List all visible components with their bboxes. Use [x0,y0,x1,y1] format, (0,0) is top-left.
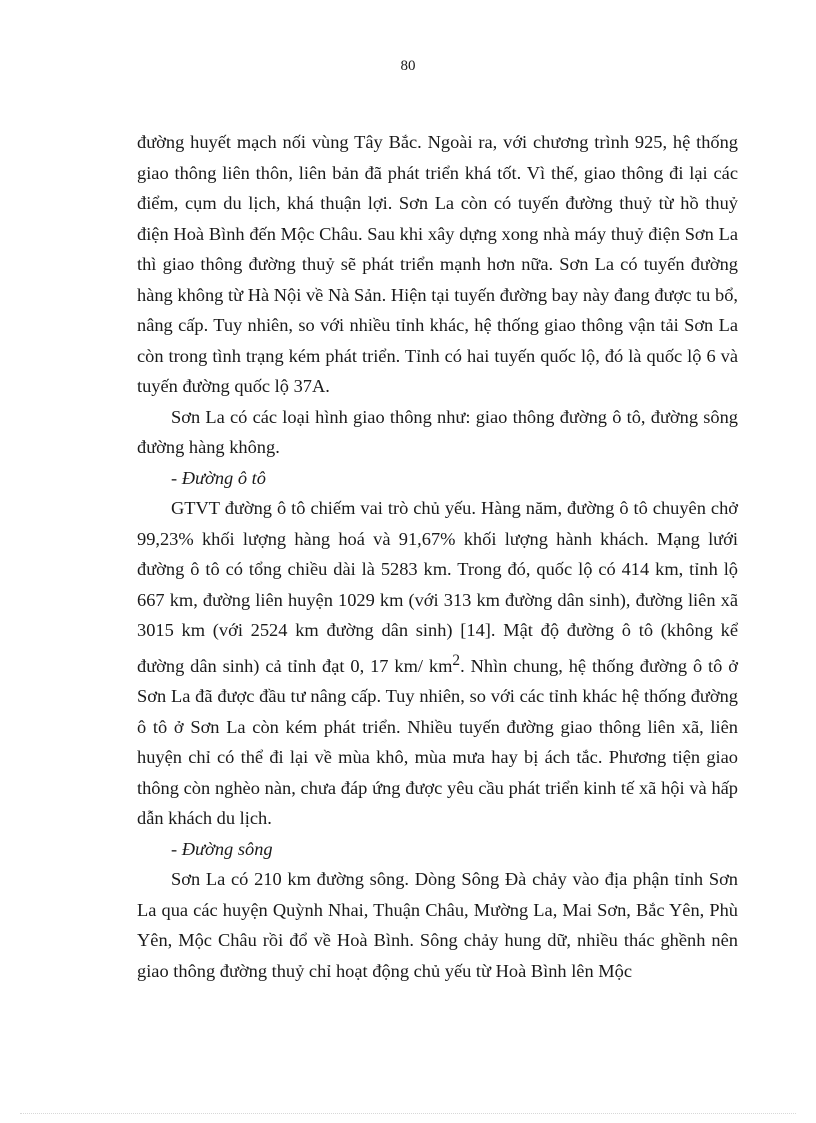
paragraph-river-transport: Sơn La có 210 km đường sông. Dòng Sông Đà chảy vào địa phận tỉnh Sơn La qua các huyện Quỳnh Nhai, Thuận Châu, Mường La, Mai Sơn, Bắc Yên, Phù Yên, Mộc Châu rồi đổ về Hoà Bình. Sông chảy hung dữ, nhiều thác ghềnh nên giao thông đường thuỷ chỉ hoạt động chủ yếu từ Hoà Bình lên Mộc [137,869,738,981]
paragraph-transport-types: Sơn La có các loại hình giao thông như: giao thông đường ô tô, đường sông đường hàng không. [137,406,738,457]
section-heading-road: - Đường ô tô [171,467,266,488]
paragraph-continuation: đường huyết mạch nối vùng Tây Bắc. Ngoài ra, với chương trình 925, hệ thống giao thông liên thôn, liên bản đã phát triển khá tốt. Vì thế, giao thông đi lại các điểm, cụm du lịch, khá thuận lợi. Sơn La còn có tuyến đường thuỷ từ hồ thuỷ điện Hoà Bình đến Mộc Châu. Sau khi xây dựng xong nhà máy thuỷ điện Sơn La thì giao thông đường thuỷ sẽ phát triển mạnh hơn nữa. Sơn La có tuyến đường hàng không từ Hà Nội về Nà Sản. Hiện tại tuyến đường bay này đang được tu bổ, nâng cấp. Tuy nhiên, so với nhiều tỉnh khác, hệ thống giao thông vận tải Sơn La còn trong tình trạng kém phát triển. Tỉnh có hai tuyến quốc lộ, đó là quốc lộ 6 và tuyến đường quốc lộ 37A. [137,132,738,396]
page-number: 80 [400,58,416,74]
page-bottom-divider [20,1113,796,1114]
paragraph-road-text-part1: GTVT đường ô tô chiếm vai trò chủ yếu. Hàng năm, đường ô tô chuyên chở 99,23% khối lượng hàng hoá và 91,67% khối lượng hành khách. Mạng lưới đường ô tô có tổng chiều dài là 5283 km. Trong đó, quốc lộ có 414 km, tỉnh lộ 667 km, đường liên huyện 1029 km (với 313 km đường dân sinh), đường liên xã 3015 km (với 2524 km đường dân sinh) [14]. Mật độ đường ô tô (không kể đường dân sinh) cả tỉnh đạt 0, 17 km/ km [137,498,738,676]
superscript-squared: 2 [452,651,461,669]
paragraph-road-text-part2: . Nhìn chung, hệ thống đường ô tô ở Sơn La đã được đầu tư nâng cấp. Tuy nhiên, so với các tỉnh khác hệ thống đường ô tô ở Sơn La còn kém phát triển. Nhiều tuyến đường giao thông liên xã, liên huyện chỉ có thể đi lại về mùa khô, mùa mưa hay bị ách tắc. Phương tiện giao thông còn nghèo nàn, chưa đáp ứng được yêu cầu phát triển kinh tế xã hội và hấp dẫn khách du lịch. [137,655,738,829]
section-heading-river: - Đường sông [171,838,273,859]
paragraph-road-transport [137,493,738,834]
body-text [137,127,738,986]
